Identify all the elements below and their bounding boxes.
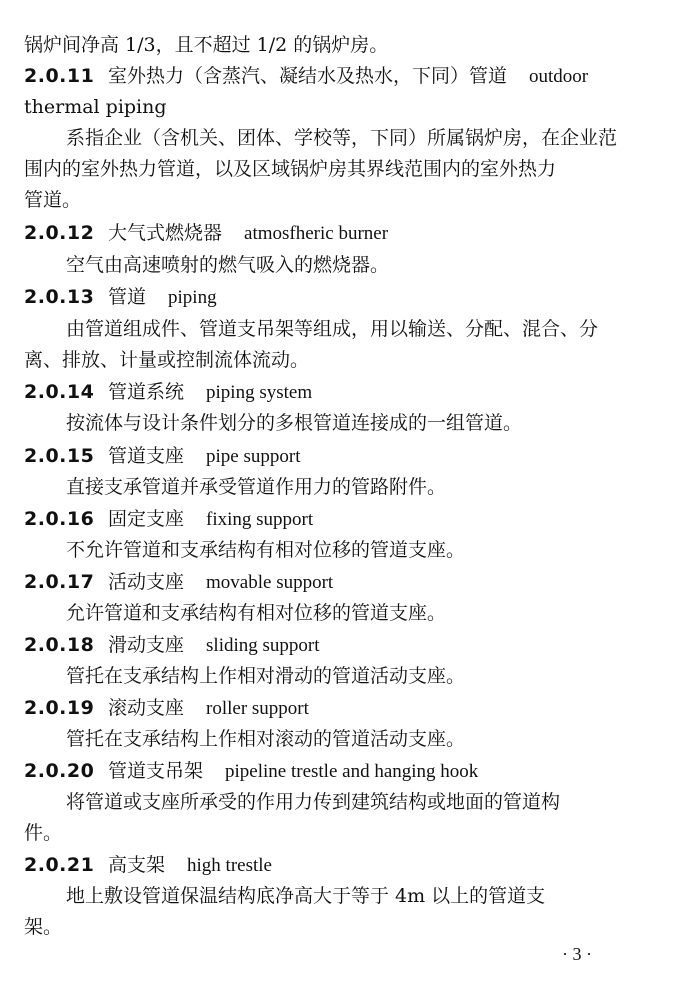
term-description: 管托在支承结构上作相对滚动的管道活动支座。: [66, 728, 466, 750]
term-chinese: 固定支座: [108, 508, 185, 530]
term-chinese: 管道支吊架: [108, 760, 204, 782]
term-description: 管托在支承结构上作相对滑动的管道活动支座。: [66, 665, 466, 687]
term-heading-2-0-14: [24, 377, 660, 408]
term-number: 2.0.20: [24, 760, 95, 782]
term-english: roller support: [206, 698, 309, 719]
term-description: 空气由高速喷射的燃气吸入的燃烧器。: [66, 254, 390, 276]
term-heading-2-0-16: [24, 504, 660, 535]
term-description: 将管道或支座所承受的作用力传到建筑结构或地面的管道构: [66, 791, 561, 813]
term-number: 2.0.13: [24, 286, 95, 308]
term-description: 管道。: [24, 189, 82, 211]
term-number: 2.0.15: [24, 445, 95, 467]
term-description: 不允许管道和支承结构有相对位移的管道支座。: [66, 539, 466, 561]
term-heading-2-0-12: [24, 218, 660, 249]
term-description: 围内的室外热力管道，以及区域锅炉房其界线范围内的室外热力: [24, 158, 557, 180]
term-heading-2-0-21: [24, 850, 660, 881]
term-number: 2.0.12: [24, 222, 95, 244]
term-english: movable support: [206, 572, 334, 593]
term-heading-2-0-19: [24, 693, 660, 724]
term-english: high trestle: [187, 855, 272, 876]
term-number: 2.0.16: [24, 508, 95, 530]
term-chinese: 管道系统: [108, 381, 185, 403]
term-number: 2.0.14: [24, 381, 95, 403]
term-english: outdoor: [529, 66, 589, 87]
term-heading-2-0-20: [24, 756, 660, 787]
term-number: 2.0.18: [24, 634, 95, 656]
term-english: pipeline trestle and hanging hook: [225, 761, 479, 782]
term-chinese: 高支架: [108, 854, 166, 876]
term-chinese: 滑动支座: [108, 634, 185, 656]
term-english: atmosfheric burner: [244, 223, 389, 244]
term-chinese: 大气式燃烧器: [108, 222, 223, 244]
term-description: 离、排放、计量或控制流体流动。: [24, 349, 310, 371]
term-chinese: 室外热力（含蒸汽、凝结水及热水，下同）管道: [108, 65, 508, 87]
term-chinese: 活动支座: [108, 571, 185, 593]
term-heading-2-0-17: [24, 567, 660, 598]
term-description: 系指企业（含机关、团体、学校等，下同）所属锅炉房，在企业范: [66, 127, 618, 149]
term-description: 允许管道和支承结构有相对位移的管道支座。: [66, 602, 447, 624]
term-english-continuation: thermal piping: [24, 96, 167, 118]
term-description: 由管道组成件、管道支吊架等组成，用以输送、分配、混合、分: [66, 318, 599, 340]
continuation-text: 锅炉间净高 1/3，且不超过 1/2 的锅炉房。: [24, 34, 389, 56]
term-english: sliding support: [206, 635, 320, 656]
term-heading-2-0-11: [24, 61, 660, 92]
term-number: 2.0.17: [24, 571, 95, 593]
term-description: 件。: [24, 822, 63, 844]
term-description: 直接支承管道并承受管道作用力的管路附件。: [66, 476, 447, 498]
term-description: 地上敷设管道保温结构底净高大于等于 4m 以上的管道支: [66, 885, 546, 907]
term-heading-2-0-15: [24, 441, 660, 472]
term-english: piping system: [206, 382, 313, 403]
term-english: piping: [168, 287, 217, 308]
term-number: 2.0.21: [24, 854, 95, 876]
term-number: 2.0.11: [24, 65, 95, 87]
term-heading-2-0-13: [24, 282, 660, 313]
term-chinese: 管道支座: [108, 445, 185, 467]
page-number: · 3 ·: [562, 944, 592, 964]
term-chinese: 滚动支座: [108, 697, 185, 719]
term-heading-2-0-18: [24, 630, 660, 661]
term-description: 架。: [24, 916, 63, 938]
term-english: pipe support: [206, 446, 301, 467]
term-chinese: 管道: [108, 286, 147, 308]
term-english: fixing support: [206, 509, 314, 530]
term-description: 按流体与设计条件划分的多根管道连接成的一组管道。: [66, 412, 523, 434]
term-number: 2.0.19: [24, 697, 95, 719]
